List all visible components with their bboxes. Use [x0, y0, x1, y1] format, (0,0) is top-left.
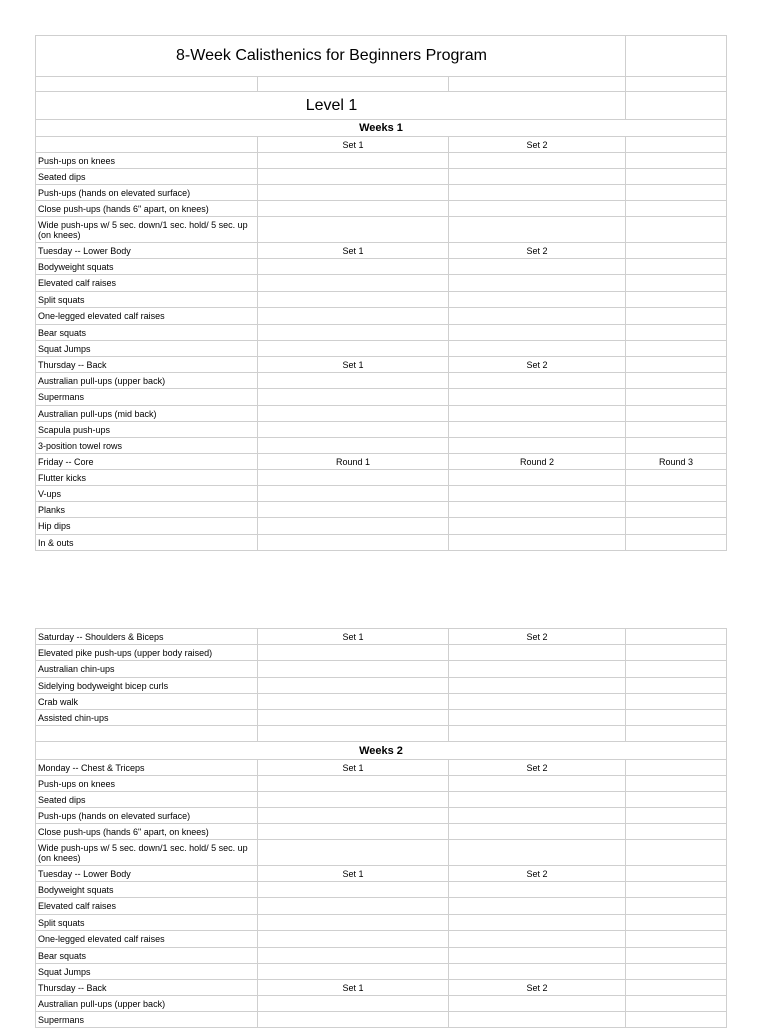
exercise-name: Elevated calf raises	[36, 275, 258, 292]
set-col-header: Set 1	[258, 760, 449, 776]
table-row	[36, 217, 727, 243]
day-header-row	[36, 760, 727, 776]
exercise-name: Bear squats	[36, 948, 258, 964]
table-row	[36, 645, 727, 661]
table-row	[36, 882, 727, 898]
exercise-name: Sidelying bodyweight bicep curls	[36, 678, 258, 694]
weeks-header-row	[36, 120, 727, 137]
monday-header-row	[36, 137, 727, 153]
exercise-name: Push-ups (hands on elevated surface)	[36, 185, 258, 201]
title-row	[36, 36, 727, 77]
set-col-header: Set 1	[258, 243, 449, 259]
exercise-name: Elevated calf raises	[36, 898, 258, 915]
exercise-name: Close push-ups (hands 6" apart, on knees)	[36, 824, 258, 840]
table-row	[36, 840, 727, 866]
exercise-name: Elevated pike push-ups (upper body raised)	[36, 645, 258, 661]
table-row	[36, 792, 727, 808]
exercise-name: Seated dips	[36, 792, 258, 808]
table-row	[36, 406, 727, 422]
day-label: Thursday -- Back	[36, 357, 258, 373]
table-row	[36, 486, 727, 502]
table-row	[36, 201, 727, 217]
set-col-header: Set 2	[449, 137, 626, 153]
table-row	[36, 470, 727, 486]
table-row	[36, 325, 727, 341]
exercise-name: In & outs	[36, 535, 258, 551]
table-row	[36, 153, 727, 169]
day-header-row	[36, 454, 727, 470]
table-row	[36, 694, 727, 710]
table-row	[36, 259, 727, 275]
day-header-row	[36, 629, 727, 645]
program-title: 8-Week Calisthenics for Beginners Program	[36, 36, 626, 77]
exercise-name: Squat Jumps	[36, 964, 258, 980]
table-row	[36, 710, 727, 726]
day-header-row	[36, 980, 727, 996]
table-row	[36, 373, 727, 389]
day-label: Saturday -- Shoulders & Biceps	[36, 629, 258, 645]
table-row	[36, 931, 727, 948]
table-row	[36, 438, 727, 454]
round-col-header: Round 2	[449, 454, 626, 470]
table-row	[36, 308, 727, 325]
table-row	[36, 518, 727, 535]
exercise-name: Hip dips	[36, 518, 258, 535]
spacer-row	[36, 77, 727, 92]
day-label: Tuesday -- Lower Body	[36, 243, 258, 259]
round-col-header: Round 3	[626, 454, 727, 470]
table-row	[36, 275, 727, 292]
exercise-name: Wide push-ups w/ 5 sec. down/1 sec. hold/ 5 sec. up (on knees)	[36, 840, 258, 866]
exercise-name: Seated dips	[36, 169, 258, 185]
exercise-name: Push-ups on knees	[36, 776, 258, 792]
exercise-name: Split squats	[36, 915, 258, 931]
level-row	[36, 92, 727, 120]
exercise-name: Bear squats	[36, 325, 258, 341]
set-col-header: Set 2	[449, 357, 626, 373]
table-row	[36, 915, 727, 931]
set-col-header: Set 1	[258, 357, 449, 373]
day-label: Thursday -- Back	[36, 980, 258, 996]
table-row	[36, 678, 727, 694]
spacer-row	[36, 726, 727, 742]
exercise-name: Push-ups (hands on elevated surface)	[36, 808, 258, 824]
table-row	[36, 1012, 727, 1028]
table-row	[36, 776, 727, 792]
week1-table	[35, 35, 727, 551]
table-row	[36, 898, 727, 915]
exercise-name: One-legged elevated calf raises	[36, 931, 258, 948]
table-row	[36, 535, 727, 551]
set-col-header: Set 1	[258, 629, 449, 645]
exercise-name: One-legged elevated calf raises	[36, 308, 258, 325]
table-row	[36, 824, 727, 840]
table-row	[36, 948, 727, 964]
table-row	[36, 185, 727, 201]
set-col-header: Set 1	[258, 137, 449, 153]
day-label: Monday -- Chest & Triceps	[36, 760, 258, 776]
day-label: Friday -- Core	[36, 454, 258, 470]
exercise-name: Wide push-ups w/ 5 sec. down/1 sec. hold/ 5 sec. up (on knees)	[36, 217, 258, 243]
table-row	[36, 661, 727, 678]
week2-table	[35, 628, 727, 1028]
exercise-name: Split squats	[36, 292, 258, 308]
set-col-header: Set 1	[258, 980, 449, 996]
exercise-name: Scapula push-ups	[36, 422, 258, 438]
table-row	[36, 996, 727, 1012]
exercise-name: Close push-ups (hands 6" apart, on knees)	[36, 201, 258, 217]
exercise-name: 3-position towel rows	[36, 438, 258, 454]
table-row	[36, 964, 727, 980]
set-col-header: Set 2	[449, 980, 626, 996]
set-col-header: Set 2	[449, 243, 626, 259]
exercise-name: Crab walk	[36, 694, 258, 710]
set-col-header: Set 2	[449, 760, 626, 776]
exercise-name: Australian chin-ups	[36, 661, 258, 678]
exercise-name: Australian pull-ups (upper back)	[36, 996, 258, 1012]
set-col-header: Set 2	[449, 866, 626, 882]
table-row	[36, 169, 727, 185]
level-title: Level 1	[36, 92, 626, 120]
exercise-name: Flutter kicks	[36, 470, 258, 486]
table-row	[36, 502, 727, 518]
exercise-name: Supermans	[36, 1012, 258, 1028]
table-row	[36, 422, 727, 438]
exercise-name: Australian pull-ups (mid back)	[36, 406, 258, 422]
round-col-header: Round 1	[258, 454, 449, 470]
day-header-row	[36, 357, 727, 373]
exercise-name: V-ups	[36, 486, 258, 502]
table-row	[36, 389, 727, 406]
set-col-header: Set 1	[258, 866, 449, 882]
weeks-header: Weeks 2	[36, 742, 727, 760]
exercise-name: Assisted chin-ups	[36, 710, 258, 726]
exercise-name: Supermans	[36, 389, 258, 406]
table-row	[36, 292, 727, 308]
weeks-header: Weeks 1	[36, 120, 727, 137]
table-row	[36, 341, 727, 357]
day-label: Tuesday -- Lower Body	[36, 866, 258, 882]
exercise-name: Planks	[36, 502, 258, 518]
exercise-name: Bodyweight squats	[36, 882, 258, 898]
exercise-name: Bodyweight squats	[36, 259, 258, 275]
table-row	[36, 808, 727, 824]
day-header-row	[36, 243, 727, 259]
exercise-name: Push-ups on knees	[36, 153, 258, 169]
day-header-row	[36, 866, 727, 882]
exercise-name: Australian pull-ups (upper back)	[36, 373, 258, 389]
weeks-header-row	[36, 742, 727, 760]
exercise-name: Squat Jumps	[36, 341, 258, 357]
set-col-header: Set 2	[449, 629, 626, 645]
